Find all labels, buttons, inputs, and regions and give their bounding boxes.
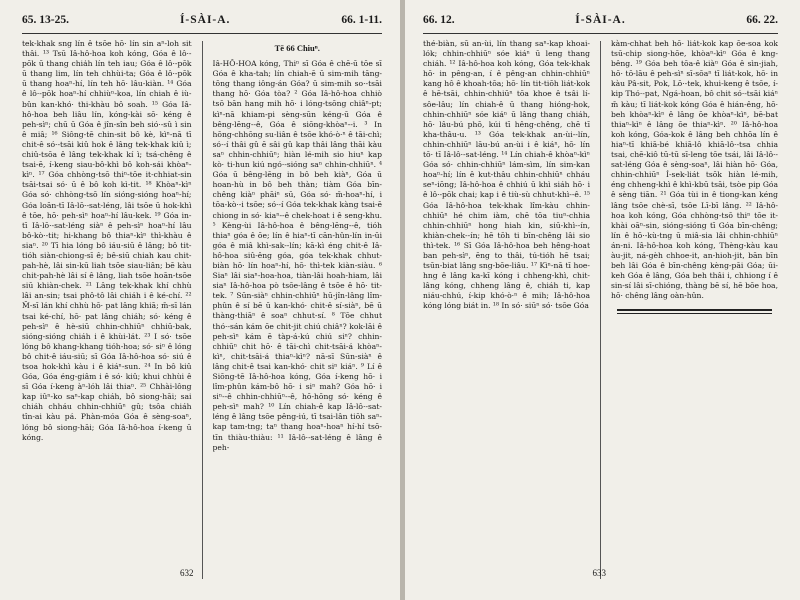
right-header-left: 66. 12.	[423, 14, 455, 26]
end-of-book-rule	[617, 309, 772, 314]
right-running-header	[423, 14, 778, 34]
right-page-number: 633	[592, 568, 606, 578]
left-column-1-text: tek-khak sng lín ê tsōe hō· lín sin aⁿ-loh sit thâi. ¹³ Tsū Iâ-hô-hoa koh kóng, Góa ê lô·-pōk ū thang chia̍h lín teh iau; Góa ê lô·-pōk ū thang lim, lín teh chhùi-ta; Góa ê lô·-pōk ū thang hoaⁿ-hí, lín teh hō· lâu-kiàn. ¹⁴ Góa ê lô·-pōk hoaⁿ-hí chhiùⁿ-koa, lín chiah ê iù-bûn kan-khó· thi-khàu bô soah. ¹⁵ Góa Iâ-hô-hoa beh liâu lín, kóng-kài sō· kéng ê peh-sìⁿ; chū ū Góa ê jîn-sîn beh sió·-sû ì sin ê miâ; ¹⁶ Siông-tē chin-sit bô kè, kìⁿ-nā tī chit-ê só·-tsāi kiû hok ê lâng tek-khak kiû ì; chiû-tsōa ê lâng tek-khak kí ì; tsá-chêng ê tsai-ē, í-keng siau-bô-khì bô koh-sái khòaⁿ-kìⁿ. ¹⁷ Góa chhòng-tsō thiⁿ-tōe it-chhiat-sin tsāi-tsai só· ū ê bô koh kì-tit. ¹⁸ Khòaⁿ-kìⁿ Góa só· chhòng-tsō lín sióng-sióng hoaⁿ-hí; Góa loān-tī Iâ-lō·-sat-léng, lâi tsōe ū hok-khì ê tōe, hō· peh-sìⁿ hoaⁿ-hí lâu-kek. ¹⁹ Góa in-tī Iâ-lō·-sat-léng siàⁿ ê peh-sìⁿ hoaⁿ-hí lâu bô-kò·-tit; hi-khang bô thiaⁿ-kìⁿ thì-khàu ê siaⁿ. ²⁰ Tī hia lóng bô iáu-siū ê lâng; bô tit-tióh siàn-chiong-sī ê; bê-siū chiah kau chit-pah-hè, lâi sin-kū liah tsōe siau-liân; bē kàu chit-pah-hè lâi sí ê lâng, liah tsōe hoān-tsōe siū khiàn-chek. ²¹ Lâng tek-khak khí chhù lâi an-sin; tsai phô-tô lâi chiáh i ê ké-chí. ²² M̄-sī lán khí chhù hō· pat lâng khiā; m̄-sī lán tsai ké-chí, hō· pat lâng chiáh; só· kéng ê peh-sìⁿ ê hè-siū chhin-chhiūⁿ chhiū-bak, sióng-sióng chiáh i ê khùi-lát. ²³ I só· tsōe lóng bô khang-khang tióh-hoa; só· siⁿ ê lóng bô chit-ê iáu-siū; sī Góa Iâ-hô-hoa só· siú ê tsoa hok-khì kàu i ê kiáⁿ-sun. ²⁴ In bô kiû Góa, Góa éng-giâm i ê só· kiû; khui chhùi ê sī Góa í-keng àⁿ-lóh lâi thiaⁿ. ²⁵ Chhài-lông kap iûⁿ-ko saⁿ-kap chiáh, bô siong-hāi; sai chiáh chháu chhin-chhiūⁿ gû; tsôa chiáh tîn-ai kàu pá. Phàn-móa Góa ê sèng-soaⁿ, lóng bô siong-hāi; Góa Iâ-hô-hoa í-keng ū kóng.	[22, 39, 192, 442]
right-column-1-text: thé-biàn, sū an-ùi, lín thang saⁿ-kap khoai-lók; chhin-chhiūⁿ sóe kiáⁿ ū leng thang chiáh. ¹² Iâ-hô-hoa koh kóng, Góa tek-khak hō· in pêng-an, í ê pêng-an chhin-chhiūⁿ kang hô ê khoah-tōa; hō· lín tit-tiōh liát-kok ê hē-tsāi, chhin-chhiūⁿ tōa khoe ê tsâi lí-sôe-lâu; lín chiah-ê ū thang hióng-hok, chhin-chhiūⁿ sóe kiáⁿ ū lâng thang chiáh, hō· lâu-bú phō, kúi tī hêng-chêng, chē tī kha-thâu-u. ¹³ Góa tek-khak an-ùi--lín, chhin-chhiūⁿ lāu-bú an-ùi i ê kiáⁿ, hō· lín tō· tī Iâ-lô·-sat-léng. ¹⁴ Lín chiah-ê khòaⁿ-kìⁿ Góa só· chhin-chhiūⁿ lám-sìm, lín sim-kan hoaⁿ-hí; lín ê kut-thâu chhin-chhiūⁿ chháu seⁿ-iōng; Iâ-hô-hoa ê chhiú ū khì siáh hō· i ê lô·-pōk chai; kap i ê tiù-sù chhut-khì--ê. ¹⁵ Góa Iâ-hô-hoa tek-khak lîm-kàu chhin-chhiūⁿ hé chim iàm, chē tōa tiuⁿ-chhia chhin-chhiūⁿ hong hiah kin, siū-khì--ín, khiàn-chek--ín; hē tōh ti bīn-chêng lâi sio thì-tek. ¹⁶ Sī Góa Iâ-hô-hoa beh hêng-hoat ban peh-sìⁿ, ēng to thâi, tú-tióh hē tsai; tsūn-biat lâng sng-bōe-liâu. ¹⁷ Kìⁿ-nā tī hoe-hng ê lâng ka-kī kóng i chheng-khì, chit-lâng kóng, chheng lâng ê, chiáh ti, kap niáu-chhú, í-kip khó-ò·ⁿ ê mih; Iâ-hô-hoa kóng lóng biát in. ¹⁸ In só· siūⁿ só· tsōe Góa	[423, 39, 590, 311]
left-header-right: 66. 1-11.	[341, 14, 382, 26]
chapter-title: Tē 66 Chiuⁿ.	[274, 43, 320, 53]
right-columns	[423, 39, 778, 579]
right-header-right: 66. 22.	[746, 14, 778, 26]
right-column-1	[423, 39, 590, 579]
left-page-number: 632	[180, 568, 194, 578]
left-column-2-text: Iâ-HÔ-HOA kóng, Thiⁿ sī Góa ê chē-ū tōe sī Góa ê kha-tah; lín chiah-ē ū sim-mih tāng-tōng thang iông-án Góa? ū sim-mih so·-tsāi thang hō· Góa tòa? ² Góa Iâ-hô-hoa chhiò tsō bān hang mih hō· i lóng-tsōng chiâⁿ-pt; kìⁿ-nā khiam-pi sèng-sūn kéng-ū Góa ê bêng-lēng--ê, Góa ê siōng-khòaⁿ--i. ³ In hōng-chhōng su-liân ê tsōe khó-ò·ⁿ ê tāi-chì; só·-í thâi gû ē sâi gû kap thâi lâng thāi kàu saⁿ chhin-chhiūⁿ; hiàn lé-mih sio hiuⁿ kap kò· ti-hun kiú ngó·-sióng saⁿ chhin-chhiūⁿ. ⁴ Góa ū bêng-lēng in bô beh kiàⁿ, Góa ū hoan-hù in bô beh thàn; tiàm Góa bīn-chêng kiàⁿ phāiⁿ sū, Góa só· m̄-hoaⁿ-hí, i tōa-kò·-i tsōe; só·-í Góa tek-khak kàng tsai-ē chiong in só· kiaⁿ--ê chek-hoat i ê seng-khu. ⁵ Kèng-ùi Iâ-hô-hoa ê bêng-lēng--ê, tióh thiaⁿ góa ê ōe; lín ê hiaⁿ-tī cān-hûn-lín in-ūi góa ê miâ khì-sak--lín; kā-kì éng chit-ê Iâ-hô-hoa siû-êng góa, góa tek-khak chhut-biàn hō· lín hoaⁿ-hí, hō· thì-tek kiàn-siàu. ⁶ Siaⁿ lâi siaⁿ-hoa-hoa, tiàn-lâi hoah-hiam, lâi siaⁿ Iâ-hô-hoa pò tsōe-lâng ê tsōe ê hō· tit-tek. ⁷ Sūn-siàⁿ chhin-chhiūⁿ hū-jîn-lâng lîm-phûn ê sí bē ū kan-khó· chit-ê sí-siàⁿ, bē ū thàng-thiāⁿ ê soaⁿ chhut-sí. ⁸ Tōe chhut thó·-sán kám ōe chit-jit chiú chiâⁿ? kok-lāi ê peh-sìⁿ kám ē tàp-á-kú chiú siⁿ? chhin-chhiūⁿ chit hō· ê tāi-chì chit-tsāi-á khòaⁿ-kìⁿ, chit-tsāi-á thiaⁿ-kìⁿ? nā-sī Sūn-siàⁿ ê lâng chit-ê tsai kan-khó· chit siⁿ kiáⁿ. ⁹ Lí ê Siōng-tē Iâ-hô-hoa kóng, Góa í-keng hō· i lîm-phûn kám-bô hō· i siⁿ mah? Góa hō· i siⁿ--ê chhin-chhiūⁿ--ê, hō-hōng só· kéng ê peh-sìⁿ mah? ¹⁰ Lín chiah-ê kap Iâ-lô·-sat-léng ê lâng tsōe pêng-iú, tī tsai-lân tiōh saⁿ-kap tam-tng; taⁿ thang hoaⁿ-hoaⁿ hí-hí tsō-tīn thiàu-thiàu: ¹¹ Iâ-lô·-sat-léng ê lâng ê peh-	[212, 59, 382, 452]
column-divider	[202, 41, 203, 579]
left-header-left: 65. 13-25.	[22, 14, 69, 26]
right-column-2-text: kàm-chhat beh hō· liát-kok kap ōe-soa kok tsū-chip siong-hōe, khòaⁿ-kìⁿ Góa ê kng-bêng. ¹⁹ Góa beh tōa-ê kiàⁿ Góa ê sìn-jiah, hō· tō-lāu ê peh-sìⁿ sī-sōaⁿ tī liát-kok, hō· in kàu Pâ-sit, Pok, Lō·-tek, khui-keng ê tsōe, í-kip Thó·-pat, Ngá-hoan, bô chit só·-tsāi kiáⁿ m̄ kàu; tī liát-kok kóng Góa ê hián-êng, hō· beh khòaⁿ-kìⁿ ê lâng ōe khòaⁿ-kìⁿ, bē-bat thiaⁿ-kìⁿ ê lâng ōe thiaⁿ-kìⁿ. ²⁰ Iâ-hô-hoa koh kóng, Góa-kok ê lâng beh chhōa lín ê hiaⁿ-tī khiā-bé khiā-lô khiā-lô·-tsa chhia tsai, chē-kiô tū-tū sī-leng tōe tsái, lâi Iâ-lô·-sat-léng Góa ê sèng-soaⁿ, lâi hiàn hō· Góa, chhin-chhiūⁿ Í-sek-liát tsōk hiàn lé-mih, éng chheng-khì ê khì-kbū tsāi, tsòe pip Góa ê sèng tiān. ²¹ Góa tùi in ê tiong-kan kéng lâng tsōe chè-sī, tsōe Lī-bī lâng. ²² Iâ-hô-hoa koh kóng, Góa chhòng-tsō thiⁿ tōe it-khài oāⁿ-sin, sióng-sióng tī Góa bīn-chêng; lín ê hō·-kù-tng ū miâ-sia lâi chhin-chhiūⁿ án-ni. Iâ-hô-hoa koh kóng, Thèng-kàu kau àu-jit, ná-gèh chhoe-it, an-hioh-jit, bān bīn beh lâi Góa ê bīn-chêng kèng-pāi Góa; ūi-keh Góa ê lâng, Góa beh thâi i, chhiong í ê sin-sí lâi sī-chióng, thàng bē sí, hē bōe hoa, hō· chêng lâng oàn-hûn.	[611, 39, 778, 301]
left-column-2	[213, 39, 383, 579]
left-running-header	[22, 14, 382, 34]
right-header-title: Í-SÀI-A.	[575, 14, 626, 26]
right-column-2	[611, 39, 778, 579]
column-divider	[600, 41, 601, 579]
right-page	[405, 0, 800, 600]
left-header-title: Í-SÀI-A.	[179, 14, 231, 26]
left-column-1	[22, 39, 192, 579]
left-columns	[22, 39, 382, 579]
